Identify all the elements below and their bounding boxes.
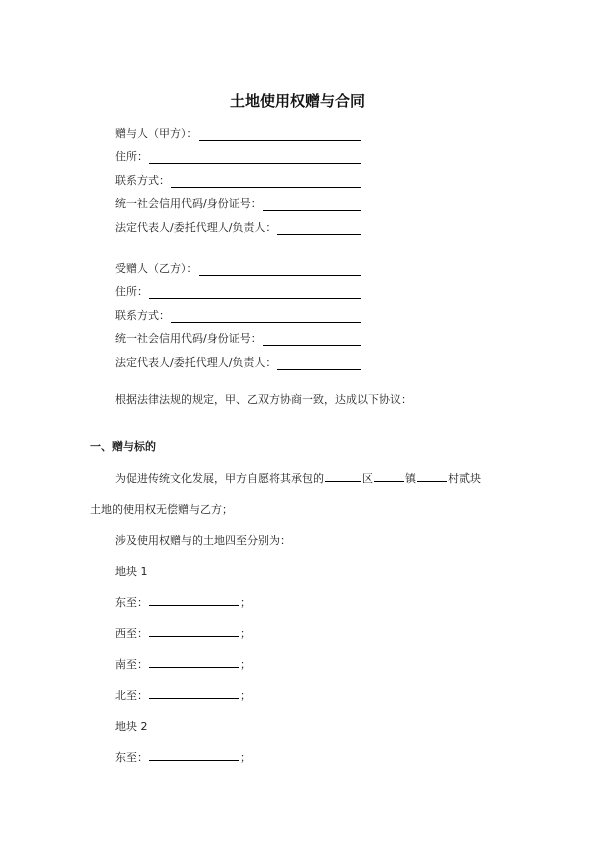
plot1-north-end: ； bbox=[240, 689, 251, 702]
plot2-east-label: 东至： bbox=[115, 751, 148, 764]
plot1-south-blank[interactable] bbox=[149, 656, 239, 668]
plot1-east-field bbox=[115, 594, 251, 610]
party-b-address-field bbox=[115, 276, 361, 300]
party-b-rep-label: 法定代表人/委托代理人/负责人： bbox=[115, 355, 277, 369]
party-b-address-label: 住所： bbox=[115, 285, 148, 298]
plot1-east-end: ； bbox=[240, 596, 251, 609]
party-a-rep-field bbox=[115, 211, 361, 235]
plot1-east-label: 东至： bbox=[115, 596, 148, 609]
plot2-label: 地块 2 bbox=[115, 720, 148, 733]
party-a-contact-label: 联系方式： bbox=[115, 173, 170, 187]
town-label: 镇 bbox=[405, 472, 416, 485]
party-b-rep-field bbox=[115, 346, 361, 370]
party-a-contact-blank[interactable] bbox=[171, 173, 361, 188]
plot2-east-field bbox=[115, 749, 251, 765]
section1-text-b: 村贰块 bbox=[448, 472, 481, 485]
plot1-west-blank[interactable] bbox=[149, 625, 239, 637]
section1-paragraph-line1 bbox=[115, 470, 481, 486]
plot1-north-field bbox=[115, 687, 251, 703]
plot1-south-field bbox=[115, 656, 251, 672]
plot1-label: 地块 1 bbox=[115, 565, 148, 578]
party-a-rep-blank[interactable] bbox=[277, 220, 361, 235]
party-b-block bbox=[115, 252, 361, 370]
district-label: 区 bbox=[362, 472, 373, 485]
party-a-rep-label: 法定代表人/委托代理人/负责人： bbox=[115, 220, 277, 234]
plot1-east-blank[interactable] bbox=[149, 594, 239, 606]
preamble-text: 根据法律法规的规定，甲、乙双方协商一致，达成以下协议： bbox=[115, 393, 412, 406]
party-b-contact-blank[interactable] bbox=[171, 308, 361, 323]
district-blank[interactable] bbox=[325, 470, 361, 482]
boundaries-intro: 涉及使用权赠与的土地四至分别为： bbox=[115, 534, 291, 547]
town-blank[interactable] bbox=[374, 470, 404, 482]
party-b-contact-label: 联系方式： bbox=[115, 308, 170, 322]
section1-text-a: 为促进传统文化发展，甲方自愿将其承包的 bbox=[115, 472, 324, 485]
plot1-north-label: 北至： bbox=[115, 689, 148, 702]
party-b-id-label: 统一社会信用代码/身份证号： bbox=[115, 332, 262, 345]
party-a-address-blank[interactable] bbox=[149, 149, 361, 164]
plot2-east-blank[interactable] bbox=[149, 749, 239, 761]
party-a-address-label: 住所： bbox=[115, 150, 148, 163]
plot1-west-label: 西至： bbox=[115, 627, 148, 640]
party-a-id-label: 统一社会信用代码/身份证号： bbox=[115, 197, 262, 210]
party-b-name-label: 受赠人（乙方）： bbox=[115, 261, 198, 275]
party-a-name-field bbox=[115, 117, 361, 141]
party-b-address-blank[interactable] bbox=[149, 284, 361, 299]
plot1-south-end: ； bbox=[240, 658, 251, 671]
party-b-rep-blank[interactable] bbox=[277, 355, 361, 370]
party-b-name-field bbox=[115, 252, 361, 276]
party-b-name-blank[interactable] bbox=[199, 261, 362, 276]
section1-heading: 一、赠与标的 bbox=[90, 440, 156, 453]
plot2-east-end: ； bbox=[240, 751, 251, 764]
village-blank[interactable] bbox=[417, 470, 447, 482]
party-a-id-blank[interactable] bbox=[263, 196, 361, 211]
party-a-block bbox=[115, 117, 361, 235]
party-a-id-field bbox=[115, 188, 361, 212]
party-b-id-field bbox=[115, 323, 361, 347]
party-b-contact-field bbox=[115, 299, 361, 323]
party-a-contact-field bbox=[115, 164, 361, 188]
party-a-name-blank[interactable] bbox=[199, 126, 362, 141]
party-b-id-blank[interactable] bbox=[263, 331, 361, 346]
plot1-west-field bbox=[115, 625, 251, 641]
party-a-address-field bbox=[115, 141, 361, 165]
document-title: 土地使用权赠与合同 bbox=[229, 92, 365, 110]
section1-paragraph-line2: 土地的使用权无偿赠与乙方； bbox=[90, 503, 233, 516]
plot1-west-end: ； bbox=[240, 627, 251, 640]
plot1-south-label: 南至： bbox=[115, 658, 148, 671]
party-a-name-label: 赠与人（甲方）： bbox=[115, 126, 198, 140]
plot1-north-blank[interactable] bbox=[149, 687, 239, 699]
